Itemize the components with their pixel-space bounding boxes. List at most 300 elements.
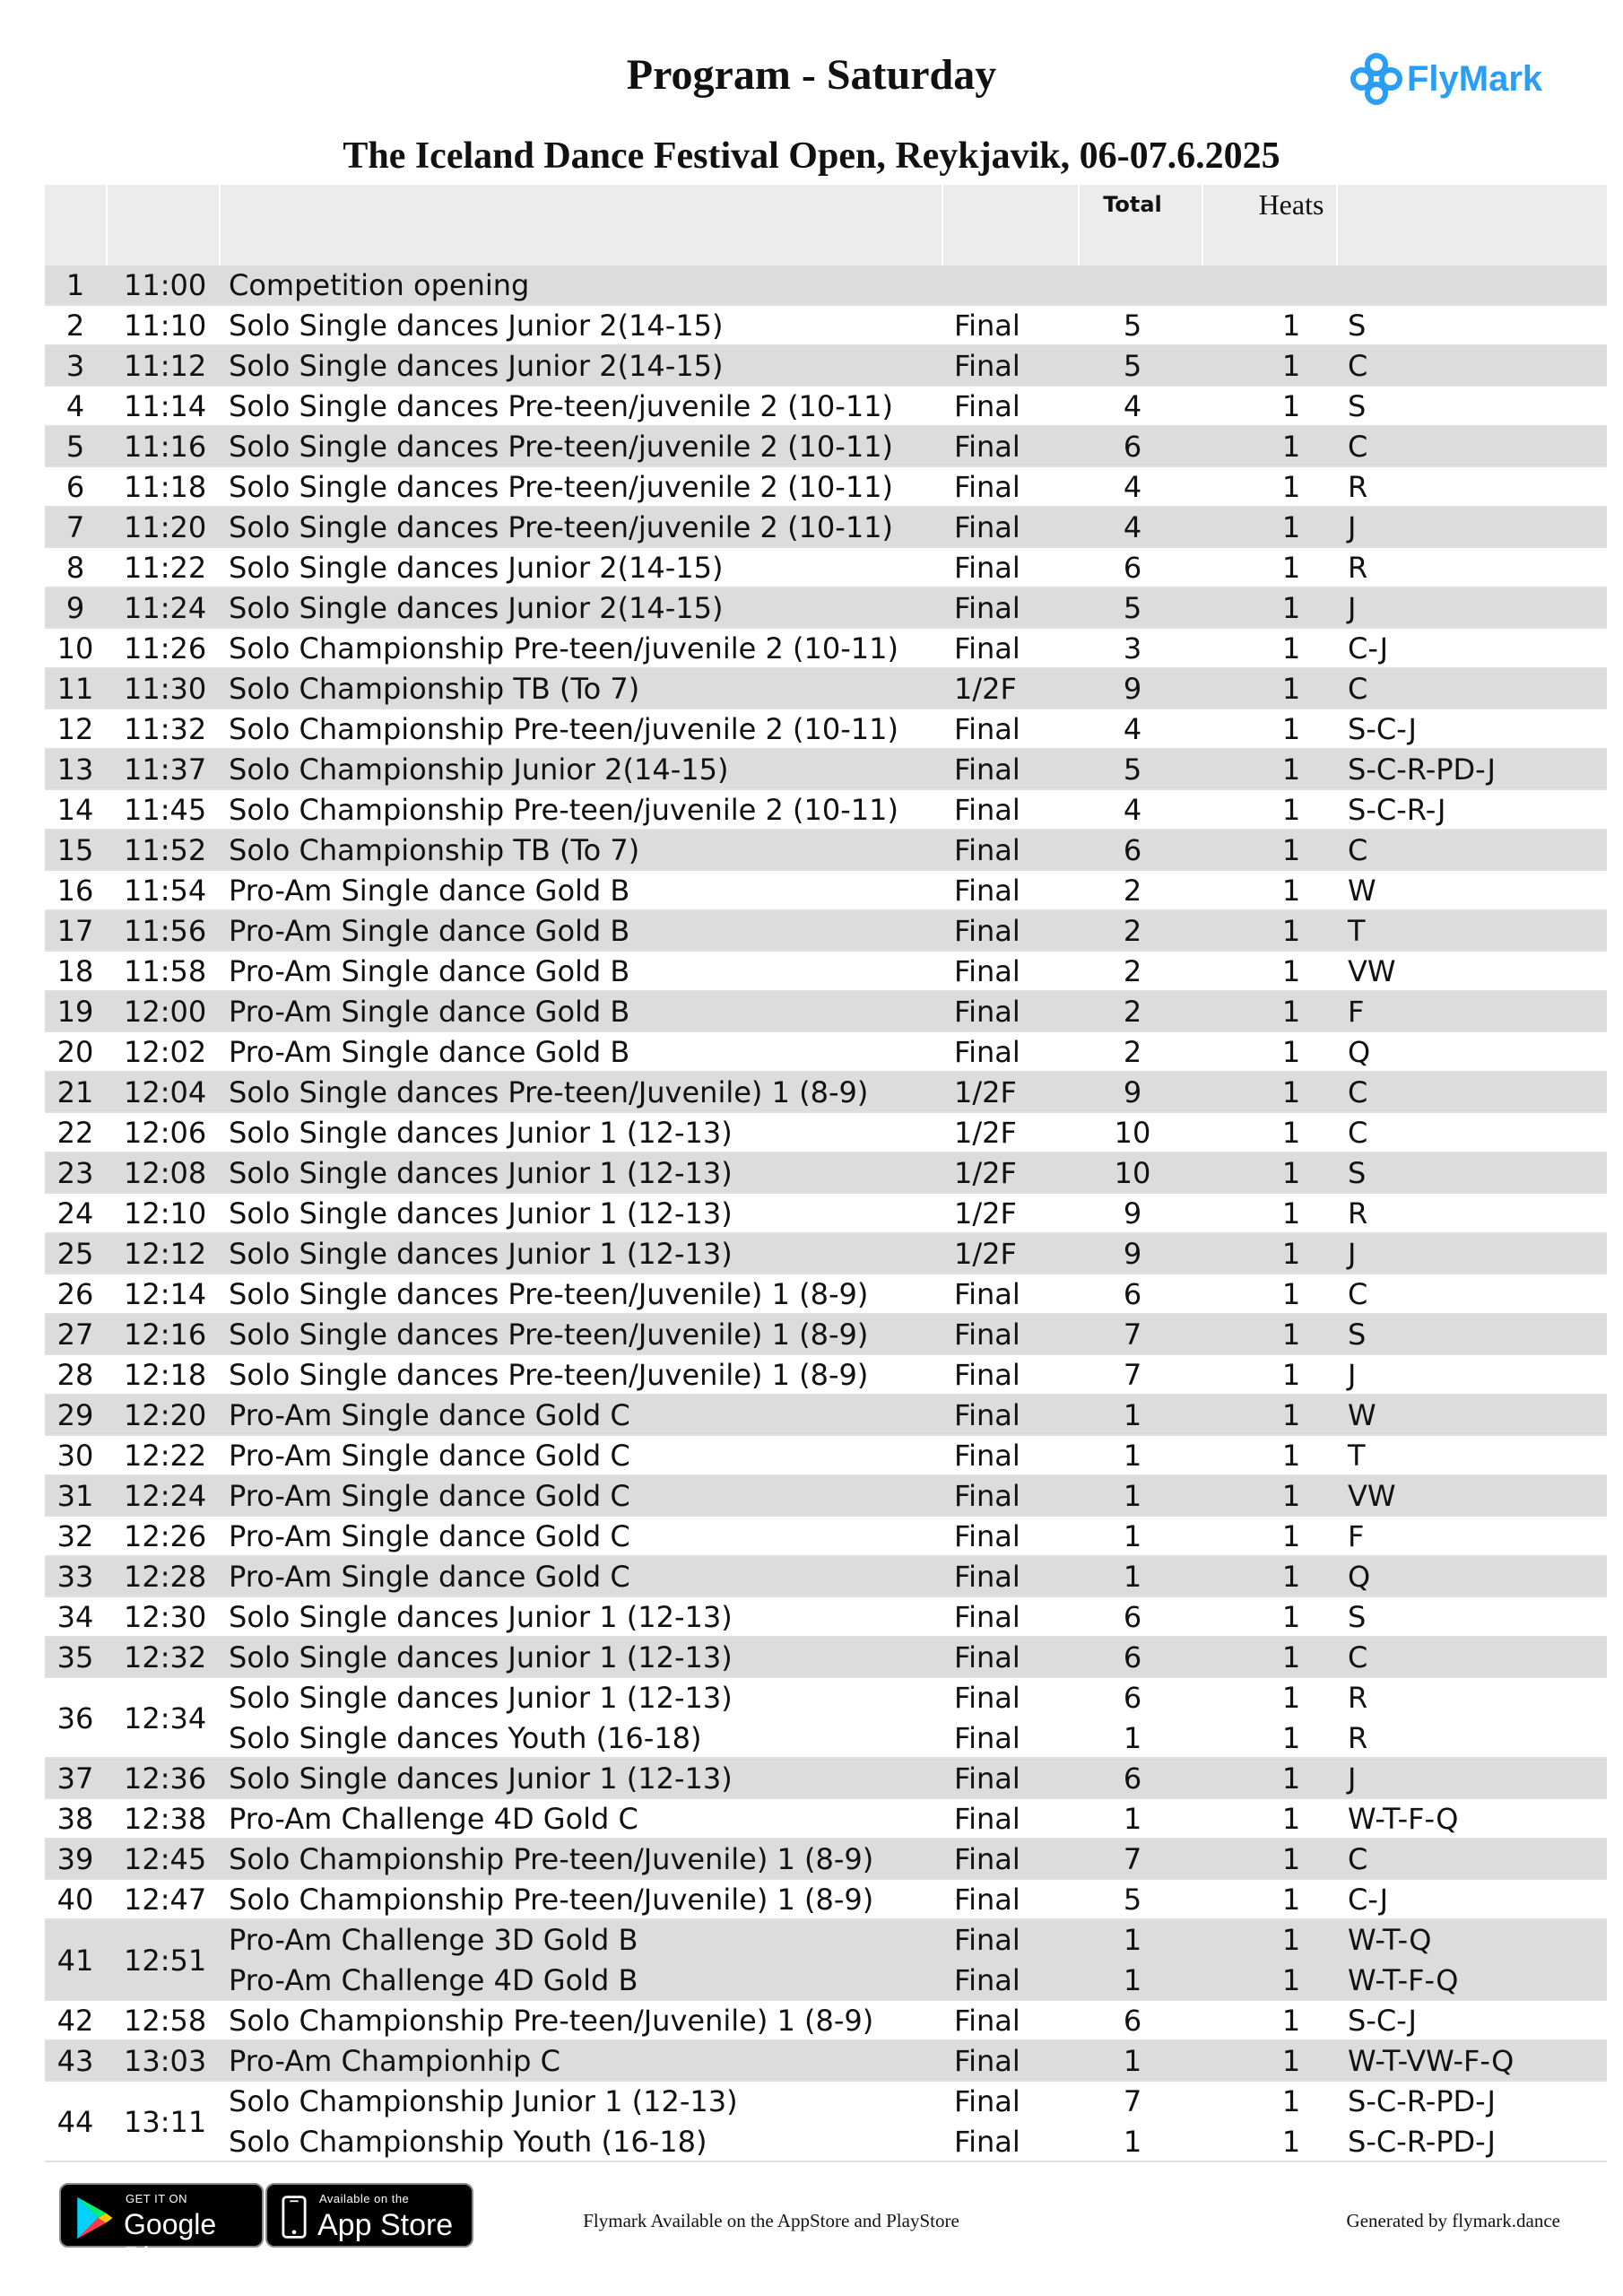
row-number: 42 — [56, 2004, 94, 2038]
round: Final — [954, 793, 1020, 827]
table-row — [45, 1396, 1607, 1436]
event-name: Pro-Am Challenge 3D Gold B — [229, 1923, 638, 1957]
row-number: 39 — [56, 1842, 94, 1876]
round: Final — [954, 1923, 1020, 1957]
table-row — [45, 1839, 1607, 1880]
total-count: 6 — [1123, 1600, 1142, 1634]
row-number: 6 — [65, 470, 85, 504]
table-row — [45, 1476, 1607, 1517]
event-name: Solo Single dances Youth (16-18) — [229, 1721, 702, 1755]
heats-count: 1 — [1281, 1439, 1301, 1473]
table-row — [45, 346, 1607, 387]
row-number: 12 — [56, 712, 94, 746]
total-count: 5 — [1123, 752, 1142, 787]
heats-count: 1 — [1281, 631, 1301, 665]
row-number: 18 — [56, 954, 94, 988]
event-name: Solo Championship Pre-teen/Juvenile) 1 (8-9) — [229, 2004, 874, 2038]
total-count: 2 — [1123, 954, 1142, 988]
heats-count: 1 — [1281, 995, 1301, 1029]
table-row — [45, 669, 1607, 709]
total-count: 2 — [1123, 914, 1142, 948]
heats-count: 1 — [1281, 1560, 1301, 1594]
row-number: 10 — [56, 631, 94, 665]
row-number: 2 — [65, 309, 85, 343]
heats-count: 1 — [1281, 2125, 1301, 2159]
total-count: 1 — [1123, 2125, 1142, 2159]
round: Final — [954, 833, 1020, 867]
table-row — [45, 1436, 1607, 1476]
row-number: 40 — [56, 1883, 94, 1917]
dances: F — [1348, 995, 1365, 1029]
heats-count: 1 — [1281, 1681, 1301, 1715]
event-name: Solo Single dances Pre-teen/Juvenile) 1 (8-9) — [229, 1358, 869, 1392]
event-name: Solo Championship Junior 2(14-15) — [229, 752, 729, 787]
row-time: 11:14 — [124, 389, 207, 423]
dances: R — [1348, 1681, 1368, 1715]
round: Final — [954, 2004, 1020, 2038]
total-count: 3 — [1123, 631, 1142, 665]
table-row — [45, 1678, 1607, 1759]
dances: S-C-R-PD-J — [1348, 2125, 1496, 2159]
row-time: 11:16 — [124, 430, 207, 464]
footer-generated-by: Generated by flymark.dance — [1346, 2210, 1560, 2231]
heats-count: 1 — [1281, 389, 1301, 423]
heats-count: 1 — [1281, 954, 1301, 988]
round: Final — [954, 1358, 1020, 1392]
footer-availability-text: Flymark Available on the AppStore and PlayStore — [583, 2210, 959, 2231]
row-number: 37 — [56, 1761, 94, 1796]
table-row — [45, 1799, 1607, 1839]
event-name: Solo Single dances Junior 1 (12-13) — [229, 1640, 733, 1674]
dances: J — [1348, 1358, 1357, 1392]
event-name: Solo Single dances Junior 1 (12-13) — [229, 1156, 733, 1190]
table-row — [45, 1315, 1607, 1355]
round: Final — [954, 470, 1020, 504]
column-header-heats: Heats — [1258, 188, 1324, 221]
total-count: 2 — [1123, 995, 1142, 1029]
total-count: 7 — [1123, 1358, 1142, 1392]
footer — [0, 2183, 1623, 2274]
row-number: 29 — [56, 1398, 94, 1432]
event-name: Pro-Am Single dance Gold C — [229, 1560, 630, 1594]
dances: F — [1348, 1519, 1365, 1553]
row-number: 32 — [56, 1519, 94, 1553]
google-play-label: Google Play — [124, 2208, 217, 2274]
dances: R — [1348, 1196, 1368, 1231]
round: Final — [954, 1519, 1020, 1553]
heats-count: 1 — [1281, 510, 1301, 544]
heats-count: 1 — [1281, 833, 1301, 867]
round: Final — [954, 1277, 1020, 1311]
event-name: Solo Single dances Junior 2(14-15) — [229, 551, 724, 585]
dances: C — [1348, 1640, 1368, 1674]
row-number: 25 — [56, 1237, 94, 1271]
event-name: Solo Single dances Pre-teen/juvenile 2 (10-11) — [229, 470, 894, 504]
round: Final — [954, 1318, 1020, 1352]
dances: S — [1348, 389, 1367, 423]
row-time: 12:47 — [124, 1883, 207, 1917]
round: Final — [954, 1681, 1020, 1715]
heats-count: 1 — [1281, 1883, 1301, 1917]
row-time: 12:36 — [124, 1761, 207, 1796]
dances: W-T-F-Q — [1348, 1963, 1459, 1997]
event-name: Solo Championship TB (To 7) — [229, 672, 640, 706]
event-subtitle: The Iceland Dance Festival Open, Reykjavik, 06-07.6.2025 — [343, 135, 1280, 177]
table-row — [45, 265, 1607, 306]
dances: S — [1348, 1156, 1367, 1190]
total-count: 4 — [1123, 389, 1142, 423]
dances: C-J — [1348, 631, 1389, 665]
heats-count: 1 — [1281, 1519, 1301, 1553]
dances: J — [1348, 510, 1357, 544]
heats-count: 1 — [1281, 1358, 1301, 1392]
total-count: 2 — [1123, 874, 1142, 908]
row-time: 11:56 — [124, 914, 207, 948]
table-row — [45, 2082, 1607, 2162]
table-row — [45, 1274, 1607, 1315]
row-time: 12:00 — [124, 995, 207, 1029]
table-row — [45, 871, 1607, 911]
event-name: Pro-Am Single dance Gold C — [229, 1398, 630, 1432]
total-count: 1 — [1123, 1398, 1142, 1432]
row-time: 12:10 — [124, 1196, 207, 1231]
round: Final — [954, 1802, 1020, 1836]
row-time: 11:24 — [124, 591, 207, 625]
heats-count: 1 — [1281, 309, 1301, 343]
round: 1/2F — [954, 1237, 1017, 1271]
event-name: Solo Single dances Junior 1 (12-13) — [229, 1196, 733, 1231]
row-number: 13 — [56, 752, 94, 787]
dances: C-J — [1348, 1883, 1389, 1917]
table-row — [45, 629, 1607, 669]
total-count: 1 — [1123, 1519, 1142, 1553]
event-name: Solo Championship Junior 1 (12-13) — [229, 2084, 738, 2118]
row-time: 12:16 — [124, 1318, 207, 1352]
dances: VW — [1348, 954, 1396, 988]
total-count: 5 — [1123, 349, 1142, 383]
heats-count: 1 — [1281, 2084, 1301, 2118]
flymark-logo — [1350, 52, 1542, 106]
row-number: 1 — [65, 268, 85, 302]
round: Final — [954, 954, 1020, 988]
heats-count: 1 — [1281, 1398, 1301, 1432]
table-row — [45, 911, 1607, 952]
total-count: 1 — [1123, 1802, 1142, 1836]
row-number: 22 — [56, 1116, 94, 1150]
row-time: 12:34 — [124, 1700, 207, 1735]
table-row — [45, 750, 1607, 790]
dances: S — [1348, 309, 1367, 343]
row-number: 38 — [56, 1802, 94, 1836]
event-name: Pro-Am Challenge 4D Gold C — [229, 1802, 638, 1836]
app-store-badge[interactable] — [265, 2183, 473, 2248]
row-number: 43 — [56, 2044, 94, 2078]
event-name: Pro-Am Challenge 4D Gold B — [229, 1963, 638, 1997]
row-number: 41 — [56, 1943, 94, 1978]
row-time: 12:02 — [124, 1035, 207, 1069]
event-name: Solo Championship Pre-teen/juvenile 2 (10-11) — [229, 793, 898, 827]
total-count: 4 — [1123, 470, 1142, 504]
round: Final — [954, 1398, 1020, 1432]
table-row — [45, 1032, 1607, 1073]
row-time: 12:32 — [124, 1640, 207, 1674]
event-name: Solo Single dances Pre-teen/juvenile 2 (10-11) — [229, 510, 894, 544]
table-header — [45, 185, 1607, 265]
event-name: Pro-Am Single dance Gold C — [229, 1439, 630, 1473]
event-name: Solo Single dances Junior 2(14-15) — [229, 591, 724, 625]
row-number: 31 — [56, 1479, 94, 1513]
round: Final — [954, 349, 1020, 383]
row-time: 11:54 — [124, 874, 207, 908]
round: Final — [954, 1600, 1020, 1634]
table-row — [45, 2001, 1607, 2041]
row-time: 12:20 — [124, 1398, 207, 1432]
total-count: 2 — [1123, 1035, 1142, 1069]
dances: Q — [1348, 1560, 1371, 1594]
row-time: 13:11 — [124, 2104, 207, 2139]
row-time: 11:45 — [124, 793, 207, 827]
table-row — [45, 790, 1607, 831]
heats-count: 1 — [1281, 2004, 1301, 2038]
total-count: 9 — [1123, 1196, 1142, 1231]
event-name: Pro-Am Championhip C — [229, 2044, 560, 2078]
dances: VW — [1348, 1479, 1396, 1513]
row-time: 12:30 — [124, 1600, 207, 1634]
event-name: Pro-Am Single dance Gold B — [229, 995, 630, 1029]
event-name: Pro-Am Single dance Gold B — [229, 954, 630, 988]
dances: C — [1348, 1075, 1368, 1109]
app-store-small-text: Available on the — [319, 2192, 410, 2205]
row-time: 12:22 — [124, 1439, 207, 1473]
heats-count: 1 — [1281, 914, 1301, 948]
round: Final — [954, 591, 1020, 625]
total-count: 1 — [1123, 1560, 1142, 1594]
dances: R — [1348, 551, 1368, 585]
dances: W-T-VW-F-Q — [1348, 2044, 1515, 2078]
heats-count: 1 — [1281, 1923, 1301, 1957]
google-play-badge[interactable] — [59, 2183, 264, 2274]
total-count: 1 — [1123, 1963, 1142, 1997]
total-count: 9 — [1123, 1075, 1142, 1109]
table-row — [45, 1073, 1607, 1113]
total-count: 6 — [1123, 551, 1142, 585]
round: Final — [954, 2084, 1020, 2118]
table-row — [45, 1234, 1607, 1274]
total-count: 1 — [1123, 1721, 1142, 1755]
row-time: 13:03 — [124, 2044, 207, 2078]
row-time: 12:38 — [124, 1802, 207, 1836]
heats-count: 1 — [1281, 1237, 1301, 1271]
round: 1/2F — [954, 1116, 1017, 1150]
dances: S — [1348, 1600, 1367, 1634]
round: Final — [954, 752, 1020, 787]
dances: W — [1348, 1398, 1376, 1432]
row-number: 27 — [56, 1318, 94, 1352]
total-count: 7 — [1123, 1318, 1142, 1352]
event-name: Solo Single dances Pre-teen/Juvenile) 1 (8-9) — [229, 1277, 869, 1311]
row-time: 11:18 — [124, 470, 207, 504]
row-time: 12:24 — [124, 1479, 207, 1513]
dances: C — [1348, 1842, 1368, 1876]
total-count: 4 — [1123, 510, 1142, 544]
table-row — [45, 1355, 1607, 1396]
dances: S — [1348, 1318, 1367, 1352]
row-number: 30 — [56, 1439, 94, 1473]
row-number: 20 — [56, 1035, 94, 1069]
heats-count: 1 — [1281, 1156, 1301, 1190]
dances: S-C-R-J — [1348, 793, 1446, 827]
dances: J — [1348, 591, 1357, 625]
total-count: 5 — [1123, 1883, 1142, 1917]
round: Final — [954, 2044, 1020, 2078]
row-number: 36 — [56, 1700, 94, 1735]
heats-count: 1 — [1281, 752, 1301, 787]
heats-count: 1 — [1281, 1479, 1301, 1513]
dances: T — [1348, 914, 1366, 948]
round: Final — [954, 430, 1020, 464]
dances: S-C-R-PD-J — [1348, 752, 1496, 787]
heats-count: 1 — [1281, 1035, 1301, 1069]
table-row — [45, 2041, 1607, 2082]
table-row — [45, 1638, 1607, 1678]
table-row — [45, 508, 1607, 548]
row-number: 5 — [65, 430, 85, 464]
event-name: Solo Championship Youth (16-18) — [229, 2125, 707, 2159]
dances: W — [1348, 874, 1376, 908]
row-number: 21 — [56, 1075, 94, 1109]
google-play-icon — [74, 2196, 115, 2240]
table-row — [45, 1517, 1607, 1557]
row-time: 11:20 — [124, 510, 207, 544]
page-title: Program - Saturday — [626, 51, 997, 99]
logo-text: FlyMark — [1407, 58, 1543, 99]
event-name: Pro-Am Single dance Gold B — [229, 914, 630, 948]
event-name: Pro-Am Single dance Gold B — [229, 1035, 630, 1069]
round: Final — [954, 1035, 1020, 1069]
total-count: 1 — [1123, 1923, 1142, 1957]
heats-count: 1 — [1281, 1802, 1301, 1836]
row-time: 11:32 — [124, 712, 207, 746]
round: Final — [954, 1439, 1020, 1473]
total-count: 4 — [1123, 793, 1142, 827]
row-number: 7 — [65, 510, 85, 544]
total-count: 7 — [1123, 1842, 1142, 1876]
round: Final — [954, 510, 1020, 544]
heats-count: 1 — [1281, 1963, 1301, 1997]
total-count: 5 — [1123, 591, 1142, 625]
row-time: 11:37 — [124, 752, 207, 787]
round: Final — [954, 1883, 1020, 1917]
row-number: 17 — [56, 914, 94, 948]
table-row — [45, 1153, 1607, 1194]
phone-icon — [282, 2194, 307, 2240]
event-name: Solo Single dances Pre-teen/Juvenile) 1 (8-9) — [229, 1318, 869, 1352]
heats-count: 1 — [1281, 874, 1301, 908]
total-count: 1 — [1123, 1439, 1142, 1473]
round: Final — [954, 551, 1020, 585]
table-row — [45, 1920, 1607, 2001]
row-time: 12:06 — [124, 1116, 207, 1150]
heats-count: 1 — [1281, 672, 1301, 706]
event-name: Solo Single dances Pre-teen/juvenile 2 (10-11) — [229, 430, 894, 464]
round: Final — [954, 914, 1020, 948]
column-header-total: Total — [1103, 192, 1162, 217]
row-time: 12:51 — [124, 1943, 207, 1978]
row-time: 11:58 — [124, 954, 207, 988]
total-count: 7 — [1123, 2084, 1142, 2118]
heats-count: 1 — [1281, 349, 1301, 383]
dances: J — [1348, 1237, 1357, 1271]
heats-count: 1 — [1281, 1761, 1301, 1796]
event-name: Solo Single dances Junior 2(14-15) — [229, 309, 724, 343]
dances: C — [1348, 672, 1368, 706]
heats-count: 1 — [1281, 1842, 1301, 1876]
heats-count: 1 — [1281, 1277, 1301, 1311]
row-number: 23 — [56, 1156, 94, 1190]
total-count: 9 — [1123, 1237, 1142, 1271]
event-name: Solo Championship Pre-teen/Juvenile) 1 (8-9) — [229, 1883, 874, 1917]
row-number: 9 — [65, 591, 85, 625]
dances: T — [1348, 1439, 1366, 1473]
dances: C — [1348, 1277, 1368, 1311]
table-row — [45, 952, 1607, 992]
heats-count: 1 — [1281, 1196, 1301, 1231]
program-table — [45, 265, 1607, 2162]
event-name: Solo Single dances Pre-teen/Juvenile) 1 (8-9) — [229, 1075, 869, 1109]
event-name: Solo Single dances Junior 1 (12-13) — [229, 1761, 733, 1796]
round: Final — [954, 1640, 1020, 1674]
event-name: Competition opening — [229, 268, 530, 302]
total-count: 1 — [1123, 1479, 1142, 1513]
table-row — [45, 427, 1607, 467]
heats-count: 1 — [1281, 2044, 1301, 2078]
table-row — [45, 588, 1607, 629]
table-row — [45, 831, 1607, 871]
row-number: 16 — [56, 874, 94, 908]
heats-count: 1 — [1281, 1116, 1301, 1150]
event-name: Solo Championship Pre-teen/juvenile 2 (10-11) — [229, 712, 898, 746]
heats-count: 1 — [1281, 1640, 1301, 1674]
dances: R — [1348, 1721, 1368, 1755]
row-number: 4 — [65, 389, 85, 423]
heats-count: 1 — [1281, 1721, 1301, 1755]
row-time: 12:14 — [124, 1277, 207, 1311]
event-name: Solo Single dances Junior 2(14-15) — [229, 349, 724, 383]
row-number: 8 — [65, 551, 85, 585]
heats-count: 1 — [1281, 712, 1301, 746]
total-count: 4 — [1123, 712, 1142, 746]
round: Final — [954, 1560, 1020, 1594]
row-number: 15 — [56, 833, 94, 867]
round: Final — [954, 2125, 1020, 2159]
dances: S-C-J — [1348, 2004, 1417, 2038]
round: Final — [954, 1721, 1020, 1755]
table-row — [45, 1557, 1607, 1597]
total-count: 6 — [1123, 1640, 1142, 1674]
event-name: Pro-Am Single dance Gold C — [229, 1479, 630, 1513]
dances: Q — [1348, 1035, 1371, 1069]
round: 1/2F — [954, 1196, 1017, 1231]
event-name: Solo Single dances Junior 1 (12-13) — [229, 1681, 733, 1715]
row-time: 12:04 — [124, 1075, 207, 1109]
event-name: Solo Single dances Junior 1 (12-13) — [229, 1116, 733, 1150]
row-time: 11:00 — [124, 268, 207, 302]
dances: S-C-R-PD-J — [1348, 2084, 1496, 2118]
total-count: 5 — [1123, 309, 1142, 343]
dances: C — [1348, 349, 1368, 383]
table-row — [45, 306, 1607, 346]
total-count: 6 — [1123, 2004, 1142, 2038]
